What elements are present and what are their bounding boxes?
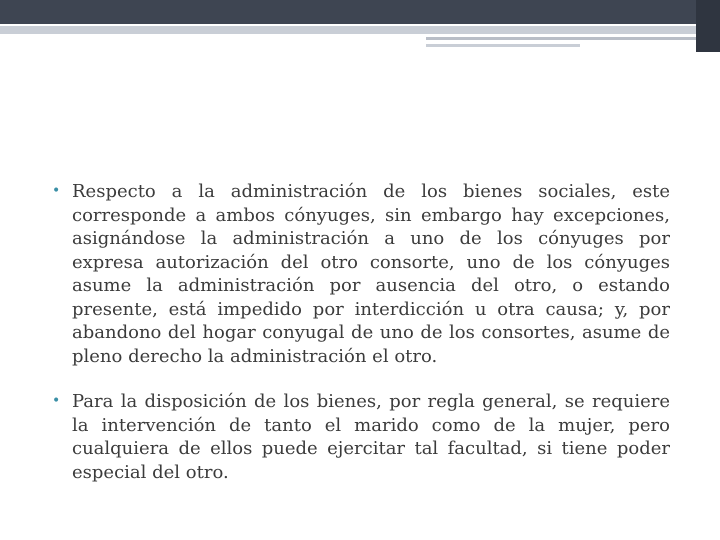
bullet-dot-icon: •	[52, 393, 61, 409]
header-rule-secondary	[426, 37, 696, 40]
bullet-item-administracion	[52, 180, 670, 368]
bullet-text: Para la disposición de los bienes, por regla general, se requiere la intervención de tanto el marido como de la mujer, pero cualquiera de ellos puede ejercitar tal facultad, si tiene poder especial del otro.	[72, 391, 670, 483]
slide-body	[52, 180, 670, 484]
bullet-dot-icon: •	[52, 183, 61, 199]
bullet-text: Respecto a la administración de los bienes sociales, este corresponde a ambos cónyuges, sin embargo hay excepciones, asignándose la administración a uno de los cónyuges por expresa autorización del otro consorte, uno de los cónyuges asume la administración por ausencia del otro, o estando presente, está impedido por interdicción u otra causa; y, por abandono del hogar conyugal de uno de los consortes, asume de pleno derecho la administración el otro.	[72, 181, 670, 367]
bullet-item-disposicion	[52, 390, 670, 484]
header-rule-tertiary	[426, 44, 580, 47]
header-rule-primary	[0, 26, 696, 34]
header-bar	[0, 0, 720, 24]
header-corner-block	[696, 0, 720, 52]
